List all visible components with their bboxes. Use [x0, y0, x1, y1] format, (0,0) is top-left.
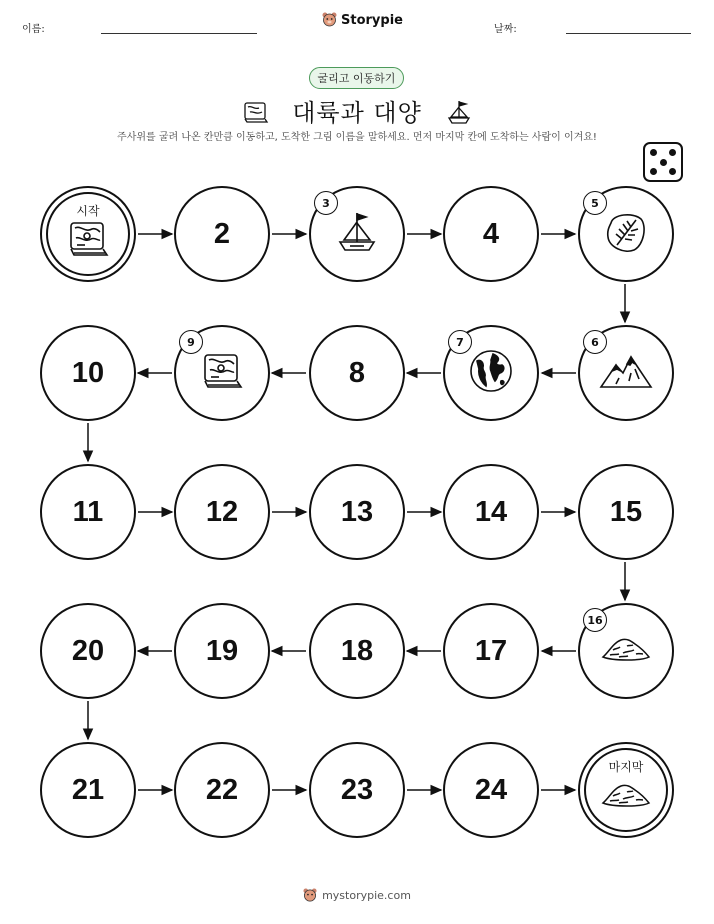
space-number: 10	[71, 356, 105, 389]
footer	[0, 888, 714, 903]
space-number: 19	[205, 634, 239, 667]
space-number: 23	[340, 773, 374, 806]
board-space[interactable]	[578, 603, 674, 699]
board-space[interactable]	[309, 742, 405, 838]
board-space[interactable]	[174, 742, 270, 838]
map-book-icon	[199, 350, 245, 396]
board-space[interactable]	[443, 325, 539, 421]
leaf-fossil-icon	[603, 209, 649, 259]
board-space[interactable]	[40, 603, 136, 699]
space-number: 18	[340, 634, 374, 667]
board-space[interactable]	[443, 186, 539, 282]
footer-site[interactable]: mystorypie.com	[322, 889, 411, 902]
space-number-badge: 9	[179, 330, 203, 354]
name-label: 이름:	[22, 24, 45, 35]
start-space[interactable]	[40, 186, 136, 282]
bear-mascot-icon	[303, 888, 317, 903]
board-space[interactable]	[309, 325, 405, 421]
space-label: 마지막	[608, 760, 644, 774]
board-space[interactable]	[174, 464, 270, 560]
title-text: 대륙과 대양	[292, 99, 422, 127]
board-space[interactable]	[309, 186, 405, 282]
finish-space[interactable]	[578, 742, 674, 838]
space-label: 시작	[76, 204, 100, 218]
board-space[interactable]	[174, 325, 270, 421]
instructions: 주사위를 굴려 나온 칸만큼 이동하고, 도착한 그림 이름을 말하세요. 먼저 마지막 칸에 도착하는 사람이 이겨요!	[117, 132, 597, 143]
board-space[interactable]	[443, 464, 539, 560]
sand-pile-icon	[601, 781, 651, 813]
date-label: 날짜:	[494, 24, 517, 35]
space-number: 24	[474, 773, 508, 806]
board-space[interactable]	[578, 186, 674, 282]
space-number: 4	[482, 217, 500, 250]
brand-name: Storypie	[341, 12, 403, 28]
space-number-badge: 3	[314, 191, 338, 215]
sand-pile-icon	[601, 635, 651, 667]
space-number: 17	[474, 634, 508, 667]
map-book-icon	[65, 218, 111, 264]
space-number: 20	[71, 634, 105, 667]
board-space[interactable]	[578, 325, 674, 421]
globe-icon	[467, 347, 515, 399]
board-space[interactable]	[443, 603, 539, 699]
space-number: 14	[474, 495, 508, 528]
space-number: 11	[72, 495, 104, 528]
space-number-badge: 7	[448, 330, 472, 354]
board-space[interactable]	[174, 603, 270, 699]
space-number: 2	[213, 217, 231, 250]
space-number-badge: 5	[583, 191, 607, 215]
board-space[interactable]	[309, 603, 405, 699]
space-number: 22	[205, 773, 239, 806]
space-number: 21	[71, 773, 105, 806]
board-space[interactable]	[309, 464, 405, 560]
board-space[interactable]	[174, 186, 270, 282]
space-number: 13	[340, 495, 374, 528]
space-number: 15	[609, 495, 643, 528]
game-tag: 굴리고 이동하기	[309, 67, 404, 89]
space-number: 12	[205, 495, 239, 528]
space-number-badge: 16	[583, 608, 607, 632]
board-space[interactable]	[578, 464, 674, 560]
board-space[interactable]	[40, 742, 136, 838]
mountains-icon	[599, 351, 653, 395]
board-space[interactable]	[40, 464, 136, 560]
board-space[interactable]	[443, 742, 539, 838]
board-space[interactable]	[40, 325, 136, 421]
space-number-badge: 6	[583, 330, 607, 354]
space-number: 8	[348, 356, 366, 389]
sailboat-icon	[336, 209, 378, 259]
